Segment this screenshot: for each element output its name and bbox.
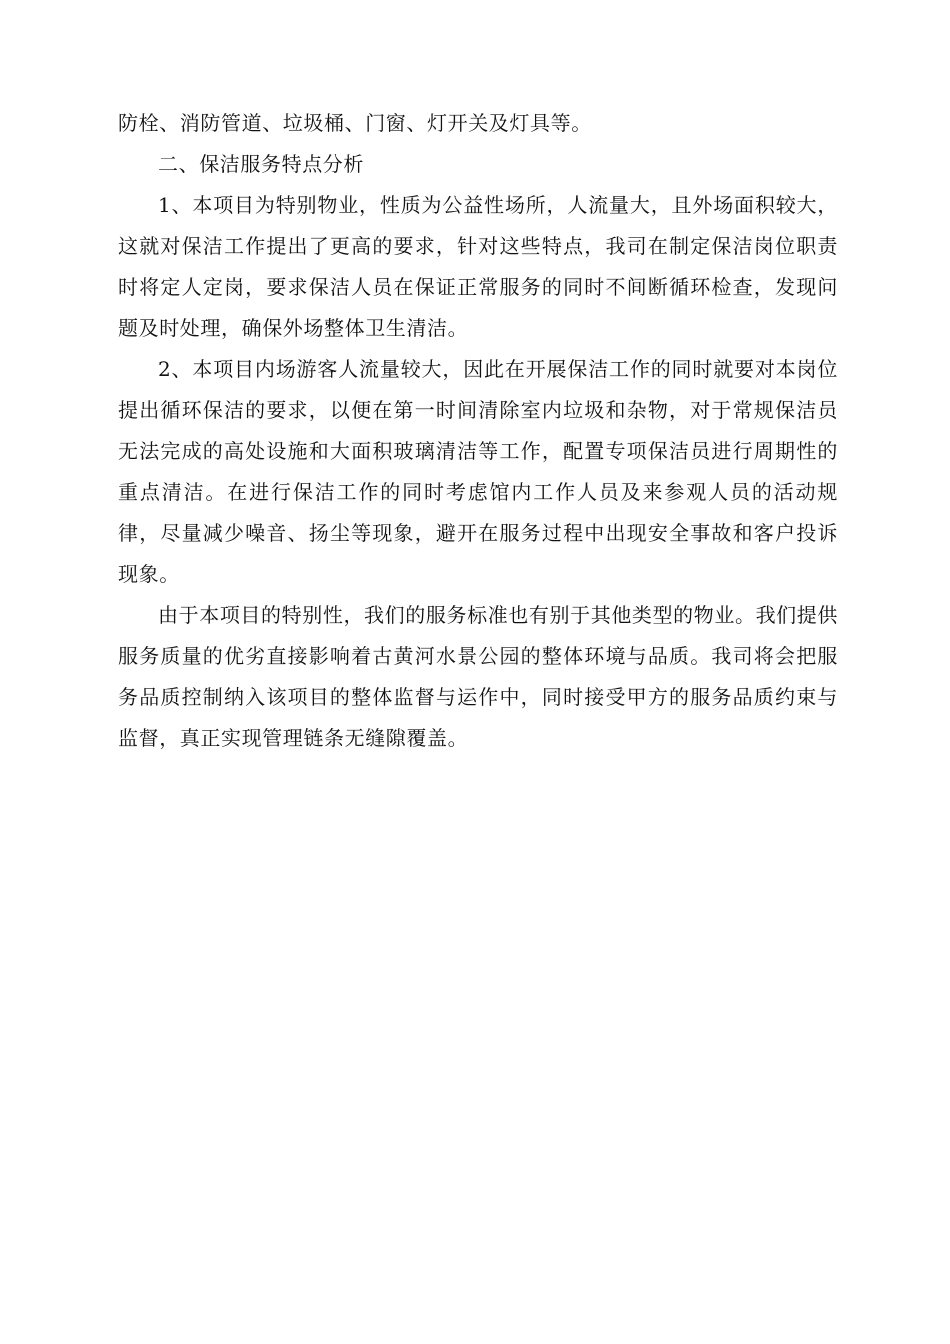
paragraph-continuation: 防栓、消防管道、垃圾桶、门窗、灯开关及灯具等。 — [118, 111, 592, 135]
paragraph-summary: 由于本项目的特别性，我们的服务标准也有别于其他类型的物业。我们提供服务质量的优劣直接影响着古黄河水景公园的整体环境与品质。我司将会把服务品质控制纳入该项目的整体监督与运作中，同时接受甲方的服务品质约束与监督，真正实现管理链条无缝隙覆盖。 — [118, 603, 838, 750]
document-body — [118, 103, 838, 759]
section-heading: 二、保洁服务特点分析 — [158, 152, 364, 176]
paragraph-point-2: 2、本项目内场游客人流量较大，因此在开展保洁工作的同时就要对本岗位提出循环保洁的要求，以便在第一时间清除室内垃圾和杂物，对于常规保洁员无法完成的高处设施和大面积玻璃清洁等工作，配置专项保洁员进行周期性的重点清洁。在进行保洁工作的同时考虑馆内工作人员及来参观人员的活动规律，尽量减少噪音、扬尘等现象，避开在服务过程中出现安全事故和客户投诉现象。 — [118, 357, 838, 586]
paragraph-point-1: 1、本项目为特别物业，性质为公益性场所，人流量大，且外场面积较大，这就对保洁工作提出了更高的要求，针对这些特点，我司在制定保洁岗位职责时将定人定岗，要求保洁人员在保证正常服务的同时不间断循环检查，发现问题及时处理，确保外场整体卫生清洁。 — [118, 193, 838, 340]
